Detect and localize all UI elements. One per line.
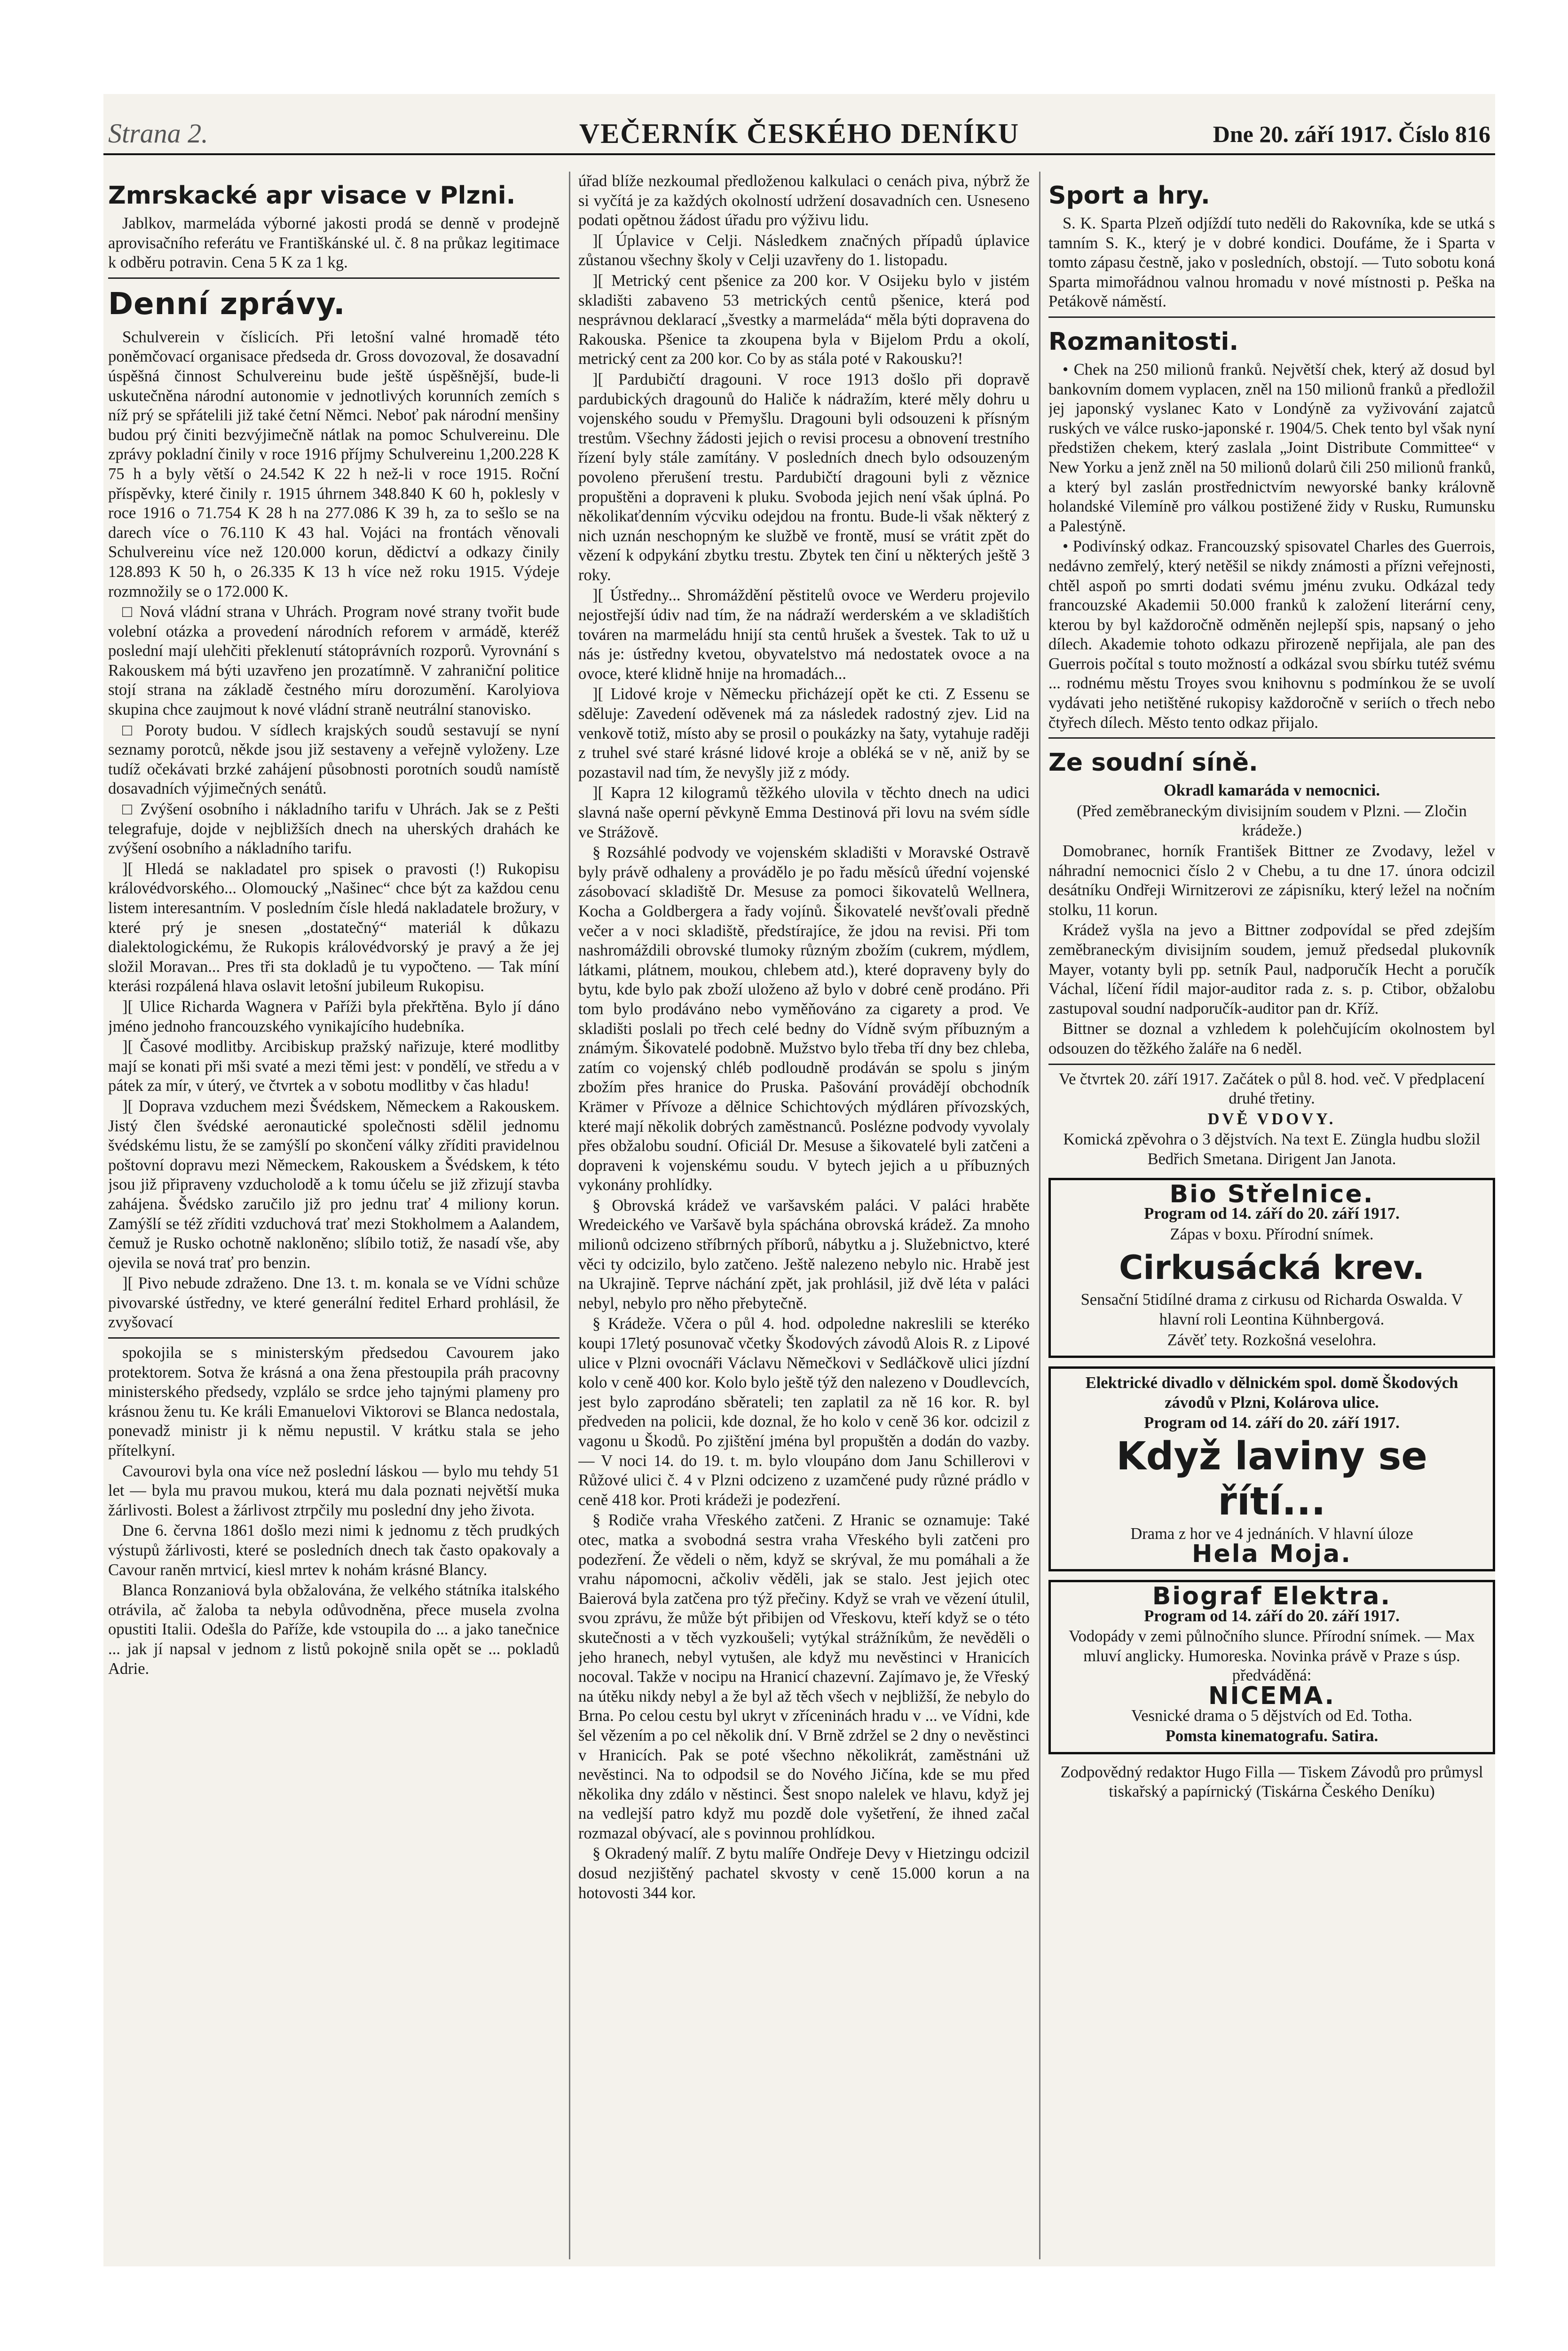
court-title: Okradl kamaráda v nemocnici. bbox=[1163, 781, 1380, 800]
news-item: □ Poroty budou. V sídlech krajských soudů sestavují se nyní seznamy porotců, někde jsou již sestaveny a veřejně vyloženy. Lze tudíž očekávati brzké zahájení působnosti porotních soudů namístě dosavadních výjimečných senátů. bbox=[108, 721, 559, 798]
imprint: Zodpovědný redaktor Hugo Filla — Tiskem Závodů pro průmysl tiskařský a papírnický (Tiskárna Českého Deníku) bbox=[1060, 1763, 1483, 1801]
ad-bio-strelnice bbox=[1048, 1178, 1495, 1358]
ad-line: Vodopády v zemi půlnočního slunce. Přírodní snímek. — Max mluví anglicky. Humoreska. Novinka právě v Praze s úsp. předváděná: bbox=[1069, 1627, 1475, 1685]
ad-title: Biograf Elektra. bbox=[1152, 1582, 1392, 1611]
headline-miscellany: Rozmanitosti. bbox=[1048, 327, 1239, 356]
news-item: ][ Pardubičtí dragouni. V roce 1913 došlo při dopravě pardubických dragounů do Haliče k nádražím, které měly dohru u vojenského soudu v Přemyšlu. Dragouni byli odsouzeni k přísným trestům. Všechny žádosti jejich o revisi procesu a obnovení trestního řízení byly stále zamítány. V posledních dnech bylo odsouzeným povoleno přerušení trestu. Pardubičtí dragouni byli z věznice propuštěni a dopraveni k pluku. Svoboda jejich není však úplná. Po několikaťdenním výcviku odejdou na frontu. Bude-li však některý z nich uznán neschopným ke službě ve frontě, musí se vrátit zpět do vězení k odpykání zbytku trestu. Zbytek ten činí u některých ještě 3 roky. bbox=[578, 370, 1030, 584]
newspaper-title: VEČERNÍK ČESKÉHO DENÍKU bbox=[579, 118, 1020, 149]
news-item: ][ Pivo nebude zdraženo. Dne 13. t. m. konala se ve Vídni schůze pivovarské ústředny, ve které generální ředitel Erhard prohlásil, že zvyšovací bbox=[108, 1274, 559, 1332]
sport-item: S. K. Sparta Plzeň odjíždí tuto neděli do Rakovníka, kde se utká s tamním S. K., který je v dobré kondici. Doufáme, že i Sparta v tomto zápasu čestně, jako v posledních, obstojí. — Tuto sobotu koná Sparta mimořádnou valnou hromadu v nové místnosti p. Peška na Petákově náměstí. bbox=[1048, 214, 1495, 311]
issue-date: Dne 20. září 1917. Číslo 816 bbox=[1213, 121, 1490, 147]
ad-line: Zápas v boxu. Přírodní snímek. bbox=[1170, 1225, 1374, 1243]
news-item: § Rozsáhlé podvody ve vojenském skladišti v Moravské Ostravě byly právě odhaleny a provádělo je po řadu měsíců úřední vojenské zásobovací skladiště Dr. Mesuse za pomoci šikovatelů Wellnera, Kocha a Goldbergera a řady vojínů. Šikovatelé nevšťovali předně večer a v noci skladiště, předstírajíce, že jdou na revisi. Při tom nashromáždili obrovské tlumoky různým zbožím (cukrem, mýdlem, látkami, plátnem, moukou, chlebem atd.), které dopraveny byly do bytu, kde bylo pak zboží uloženo až bylo v dobré ceně prodáno. Při tom bylo prodáváno nebo vyměňováno za cigarety a prod. Ve skladišti poslali po třech celé bedny do Vídně svým příbuzným a známým. Šikovatelé podobně. Mužstvo bylo třeba tří dny bez chleba, zatím co vojenský chléb podloudně prodáván se spolu s jiným zbožím přes hranice do Pruska. Pašování provádějí obchodník Krämer v Přívoze a dělnice Schichtových mýdláren přívozských, které mají několik dobrých zaměstnanců. Poslézne podvody vyvolaly přes obžalobu soudní. Oficiál Dr. Mesuse a šikovatelé byli zatčeni a dopraveni k vojenskému soudu. V bytech jejich a u příbuzných vykonány prohlídky. bbox=[578, 844, 1030, 1194]
news-item: ][ Úplavice v Celji. Následkem značných případů úplavice zůstanou všechny školy v Celji uzavřeny do 1. listopadu. bbox=[578, 231, 1030, 269]
news-item: ][ Hledá se nakladatel pro spisek o pravosti (!) Rukopisu královédvorského... Olomoucký „Našinec“ chce být za každou cenu listem interesantním. V posledním čísle hledá nakladatele brožury, v které prý je snesen „dostatečný“ materiál k důkazu dialektologickému, že Rukopis královédvorský je pravý a že jej složil Moravan... Pres tři sta dokladů je tu vypočteno. — Tak míní kterási rozpálená hlava oslavit letošní jubileum Rukopisu. bbox=[108, 860, 559, 995]
ad-elektricke-divadlo bbox=[1048, 1366, 1495, 1571]
news-item: § Obrovská krádež ve varšavském paláci. V paláci hraběte Wredeického ve Varšavě byla spáchána obrovská krádež. Za mnoho milionů odcizeno stříbrných příborů, nábytku a j. Služebnictvo, které věci ty odcizilo, bylo zatčeno. Ještě nalezeno nebylo nic. Hrabě jest na Ukrajině. Teprve náchání zpět, jak prohlásil, již dvě léta v paláci nebyl, nebylo pro něho přebytečně. bbox=[578, 1196, 1030, 1312]
theatre-title: DVĚ VDOVY. bbox=[1207, 1110, 1336, 1128]
headline-court: Ze soudní síně. bbox=[1048, 749, 1258, 777]
divider bbox=[1048, 737, 1495, 739]
news-item: ][ Metrický cent pšenice za 200 kor. V Osijeku bylo v jistém skladišti zabaveno 53 metrických centů pšenice, která pod nesprávnou deklarací „švestky a marmeláda“ měla býti dopravena do Rakouska. Pšenice ta zkoupena byla v Bijelom Prdu a okolí, metrický cent za 200 kor. Co by as stála poté v Rakousku?! bbox=[578, 271, 1030, 368]
column-rule bbox=[569, 172, 570, 2259]
headline-jam: Zmrskacké apr visace v Plzni. bbox=[108, 181, 516, 210]
divider bbox=[1048, 316, 1495, 318]
ad-line: Drama z hor ve 4 jednáních. V hlavní úloze bbox=[1130, 1524, 1413, 1543]
divider bbox=[1048, 1064, 1495, 1065]
court-paragraph: Domobranec, horník František Bittner ze Zvodavy, ležel v náhradní nemocnici číslo 2 v Chebu, a tu dne 17. února odcizil desátníku Ondřeji Wirnitzerovi ze zápisníku, který ležel na nočním stolku, 11 korun. bbox=[1048, 842, 1495, 919]
ad-program: Program od 14. září do 20. září 1917. bbox=[1144, 1607, 1400, 1625]
column-1 bbox=[108, 172, 559, 2259]
court-subtitle: (Před zeměbraneckým divisijním soudem v Plzni. — Zločin krádeže.) bbox=[1077, 802, 1467, 840]
news-item: § Rodiče vraha Vřeského zatčeni. Z Hranic se oznamuje: Také otec, matka a svobodná sestra vraha Vřeského byli zatčeni pro podezření. Že vědeli o něm, když se skrýval, že mu pomáhali a že vrahu nápomocni, ačkoliv věděli, jak se stalo. Jest jejich otec Baierová byla zatčena pro týž přečiny. Když se vrah ve vězení útulil, svou zprávu, že může být přibijen od Vřeskovu, kteří když se o této skutečnosti a v těch vyzkoušeli; vytýkal strážníkům, že nevěděli o jeho hranech, nebyl vytušen, ale když mu nevěstinci v Hranicích nocoval. Takže v nocipu na Hranicí chazevní. Zajímavo je, že Vřeský na útěku nikdy nebyl a že byl až těch všech v nejbližší, že nebylo do Brna. Po celou cestu byl ukryt v zříceninách hradu v ... ve Vídni, kde šel vězením a po cel několik dní. V Brně zdržel se 2 dny o nevěstinci v Hranicích. Pak se poté všechno několikrát, zaměstnáni už nevěstinci. Na to odpodsil se do Nového Jičína, kde se mu před několika dny zdálo v něstinci. Šest snopo nalelek ve hlavu, když jej na vedlejší patro když mu pozdě dole vyšetření, že ihned začal rozmazal obývací, ale s povinnou prohlídkou. bbox=[578, 1511, 1030, 1842]
court-paragraph: Krádež vyšla na jevo a Bittner zodpovídal se před zdejším zeměbraneckým divisijním soudem, jemuž předsedal plukovník Mayer, votanty byli pp. setník Paul, nadporučík Hecht a poručík Váchal, líčení řídil major-auditor rada z. s. p. Ctibor, obžalobu zastupoval soudní nadporučík-auditor pan dr. Kříž. bbox=[1048, 921, 1495, 1018]
ad-feature: Cirkusácká krev. bbox=[1119, 1248, 1425, 1287]
ad-line: Pomsta kinematografu. Satira. bbox=[1165, 1727, 1379, 1745]
feuilleton-paragraph: spokojila se s ministerským předsedou Cavourem jako protektorem. Sotva že krásná a ona žena přestoupila práh pracovny ministerského předsedy, vzplálo se srdce jeho tajnými plameny pro krásnou ženu tu. Ke králi Emanuelovi Viktorovi se Blanca nedostala, ponevadž ministr ji k němu nepustil. V krátku stala se jeho přítelkyní. bbox=[108, 1344, 559, 1460]
news-item: ][ Časové modlitby. Arcibiskup pražský nařizuje, které modlitby mají se konati při mši svaté a mezi těmi jest: v pondělí, ve středu a v pátek za mír, v úterý, ve čtvrtek a v sobotu modlitby v čas hladu! bbox=[108, 1038, 559, 1095]
news-item: § Krádeže. Včera o půl 4. hod. odpoledne nakreslili se kteréko koupi 17letý posunovač včetky Škodových závodů Alois R. z Lipové ulice v Plzni ovocnáři Václavu Němečkovi v Sedláčkově ulici jízdní kolo v ceně 400 kor. Kolo bylo ještě týž den nalezeno v Doudlevcích, jest bylo zaprodáno sběrateli; ten zaplatil za ně 16 kor. R. byl předveden na policii, kde doznal, že ho kolo v ceně 36 kor. odcizil z vagonu u Škodů. Po zjištění jména byl propuštěn a dodán do vazby. — V noci 14. do 19. t. m. bylo vloupáno dom Janu Schillerovi v Růžové ulici č. 4 v Plzni odcizeno z uzamčené pudy různé prádlo v ceně 418 kor. Proti krádeži je podezření. bbox=[578, 1315, 1030, 1509]
news-item: □ Nová vládní strana v Uhrách. Program nové strany tvořit bude volební otázka a provedení národních reforem v armádě, kteréž poslední mají ulehčiti překlenutí státoprávních rozporů. Vyrovnání s Rakouskem má býti uzavřeno jen prozatímně. V zahraniční politice stojí strana na základě čestného míru dorozumění. Karolyiova skupina chce zaujmout k nové vládní straně neutrální stanovisko. bbox=[108, 603, 559, 719]
page-number: Strana 2. bbox=[108, 118, 208, 149]
column-rule bbox=[1039, 172, 1040, 2259]
news-item: ][ Ústředny... Shromáždění pěstitelů ovoce ve Werderu projevilo nejostřejší údiv nad tím, že na nádraží werderském a ve skladištích továren na marmeládu hnijí sta centů hrušek a švestek. Tak to už u nás je: ústředny kvetou, obyvatelstvo má nedostatek ovoce a na ovoce, které klidně hnije na hromadách... bbox=[578, 586, 1030, 683]
court-paragraph: Bittner se doznal a vzhledem k polehčujícím okolnostem byl odsouzen do těžkého žaláře na 6 neděl. bbox=[1048, 1020, 1495, 1057]
news-item: □ Zvýšení osobního i nákladního tarifu v Uhrách. Jak se z Pešti telegrafuje, dojde v nejbližších dnech na uherských drahách ke zvýšení osobního a nákladního tarifu. bbox=[108, 800, 559, 858]
news-item: úřad blíže nezkoumal předloženou kalkulaci o cenách piva, nýbrž že si vyčítá je za každých okolností udržení dosavadních cen. Usneseno podati opětnou žádost úřadu pro výživu lidu. bbox=[578, 172, 1030, 229]
ad-feature: NICEMA. bbox=[1208, 1682, 1336, 1711]
ad-line: Sensační 5tidílné drama z cirkusu od Richarda Oswalda. V hlavní roli Leontina Kühnbergová. bbox=[1080, 1291, 1463, 1328]
ad-star: Hela Moja. bbox=[1192, 1540, 1352, 1569]
misc-item: • Podivínský odkaz. Francouzský spisovatel Charles des Guerrois, nedávno zemřelý, který netěšil se nikdy známosti a přízni veřejnosti, chtěl aspoň po smrti dodati svému jménu zvuku. Odkázal tedy francouzské Akademii 50.000 franků k založení literární ceny, kterou by byl každoročně odměněn nejlepší spis, napsaný o jeho dílech. Akademie tohoto odkazu přirozeně nepřijala, ale pan des Guerrois počítal s touto možností a odkázal svou sbírku tutéž svému ... rodnému městu Troyes svou knihovnu s podmínkou že se uvolí vydávati jeho netištěné rukopisy každoročně v seriích o třech nebo čtyřech dílech. Město tento odkaz přijalo. bbox=[1048, 537, 1495, 732]
misc-item: • Chek na 250 milionů franků. Největší chek, který až dosud byl bankovním domem vyplacen, zněl na 150 milionů franků a předložil jej japonský vyslanec Kato v Londýně za vyživování zajatců ruských ve válce rusko-japonské r. 1904/5. Chek tento byl však nyní předstižen chekem, který zaslala „Joint Distribute Committee“ v New Yorku a jenž zněl na 50 milionů dolarů čili 250 milionů franků, a který byl zaslán prostřednictvím newyorské banky královně holandské Vilemíně pro válkou postižené židy v Rusku, Rumunsku a Palestýně. bbox=[1048, 360, 1495, 535]
news-item: ][ Lidové kroje v Německu přicházejí opět ke cti. Z Essenu se sděluje: Zavedení oděvenek má za následek radostný zjev. Lid na venkově totiž, místo aby se prosil o poukázky na šaty, vytahuje raději z truhel své staré krásné lidové kroje a obléká se v ně, aniž by se pozastavil nad tím, že nevyšly již z módy. bbox=[578, 685, 1030, 781]
news-item: ][ Ulice Richarda Wagnera v Paříži byla překřtěna. Bylo jí dáno jméno jednoho francouzského vynikajícího hudebníka. bbox=[108, 997, 559, 1035]
column-3 bbox=[1048, 172, 1495, 2259]
ad-line: Vesnické drama o 5 dějstvích od Ed. Totha. bbox=[1131, 1706, 1412, 1725]
newspaper-page bbox=[103, 94, 1495, 2266]
ad-title: Elektrické divadlo v dělnickém spol. domě Škodových závodů v Plzni, Kolárova ulice. bbox=[1085, 1374, 1458, 1412]
feuilleton-paragraph: Dne 6. června 1861 došlo mezi nimi k jednomu z těch prudkých výstupů žárlivosti, které se posledních dnech tak často opakovaly a Cavour raněn mrtvicí, kiesl mrtev k nohám krásné Blancy. bbox=[108, 1522, 559, 1579]
ad-line: Závěť tety. Rozkošná veselohra. bbox=[1167, 1331, 1377, 1349]
news-item: ][ Doprava vzduchem mezi Švédskem, Německem a Rakouskem. Jistý člen švédské aeronautické společnosti sdělil jednomu švédskému listu, že se zamýšlí po skončení války zříditi pravidelnou poštovní dopravu mezi Německem, Rakouskem a Švédskem, k této jsou již připraveny vzducholodě a k tomu účelu se již zřizují stavba zahájena. Švédsko zaručilo již pro jednu trať 4 miliony korun. Zamýšlí se též zříditi vzduchová trať mezi Stokholmem a Aalandem, čemuž je Rusko ochotně nakloněno; slíbilo totiž, že nasadí vše, aby ojevila se nová trať pro benzin. bbox=[108, 1097, 559, 1272]
ad-title: Bio Střelnice. bbox=[1169, 1180, 1374, 1208]
article-jam: Jablkov, marmeláda výborné jakosti prodá se denně v prodejně aprovisačního referátu ve Františkánské ul. č. 8 na průkaz legitimace k odběru potravin. Cena 5 K za 1 kg. bbox=[108, 214, 559, 272]
ad-feature: Když laviny se řítí... bbox=[1116, 1434, 1427, 1524]
divider bbox=[108, 1337, 559, 1339]
theatre-info: Komická zpěvohra o 3 dějstvích. Na text E. Züngla hudbu složil Bedřich Smetana. Dirigent Jan Janota. bbox=[1063, 1130, 1481, 1168]
ad-program: Program od 14. září do 20. září 1917. bbox=[1144, 1414, 1400, 1432]
divider bbox=[108, 277, 559, 279]
headline-sport: Sport a hry. bbox=[1048, 181, 1210, 210]
column-2 bbox=[578, 172, 1030, 2259]
news-item: § Okradený malíř. Z bytu malíře Ondřeje Devy v Hietzingu odcizil dosud nezjištěný pachatel skvosty v ceně 15.000 korun a na hotovosti 344 kor. bbox=[578, 1845, 1030, 1902]
masthead bbox=[103, 118, 1495, 155]
news-item: Schulverein v číslicích. Při letošní valné hromadě této poněmčovací organisace předseda dr. Gross dovozoval, že dosavadní úspěšná činnost Schulvereinu bude ještě úspěšnější, bude-li uskutečněna národní autonomie v jednotlivých korunních zemích s níž prý se spřátelili již také četní Němci. Neboť pak národní menšiny budou prý činiti bezvýjimečně nátlak na pomoc Schulvereinu. Dle zprávy pokladní činily v roce 1916 příjmy Schulvereinu 1,200.228 K 75 h a byly větší o 24.542 K 22 h než-li v roce 1915. Roční příspěvky, které činily r. 1915 úhrnem 348.840 K 60 h, poklesly v roce 1916 o 71.754 K 28 h na 277.086 K 39 h, za to sešlo se na darech více o 76.110 K 43 hal. Vojáci na frontách věnovali Schulvereinu více než 120.000 korun, dědictví a odkazy činily 128.893 K 50 h, o 26.335 K 13 h více než roku 1915. Výdeje rozmnožily se o 172.000 K. bbox=[108, 328, 559, 600]
feuilleton-paragraph: Cavourovi byla ona více než poslední láskou — bylo mu tehdy 51 let — byla mu pravou mukou, která mu dala poznati největší muka žárlivosti. Bolest a žárlivost ztrpčily mu poslední dny jeho života. bbox=[108, 1462, 559, 1519]
news-item: ][ Kapra 12 kilogramů těžkého ulovila v těchto dnech na udici slavná naše operní pěvkyně Emma Destinová při lovu na svém sídle ve Strážově. bbox=[578, 784, 1030, 841]
ad-biograf-elektra bbox=[1048, 1580, 1495, 1754]
feuilleton-paragraph: Blanca Ronzaniová byla obžalována, že velkého státníka italského otrávila, ač žaloba ta nebyla odůvodněna, přece musela zvolna opustiti Italii. Odešla do Paříže, kde vstoupila do ... a jako tanečnice ... jak jí napsal v jednom z listů pokojně snila opět se ... pokladů Adrie. bbox=[108, 1581, 559, 1678]
ad-program: Program od 14. září do 20. září 1917. bbox=[1144, 1205, 1400, 1223]
headline-daily-news: Denní zprávy. bbox=[108, 286, 346, 322]
theatre-date: Ve čtvrtek 20. září 1917. Začátek o půl 8. hod. več. V předplacení druhé třetiny. bbox=[1059, 1070, 1485, 1108]
